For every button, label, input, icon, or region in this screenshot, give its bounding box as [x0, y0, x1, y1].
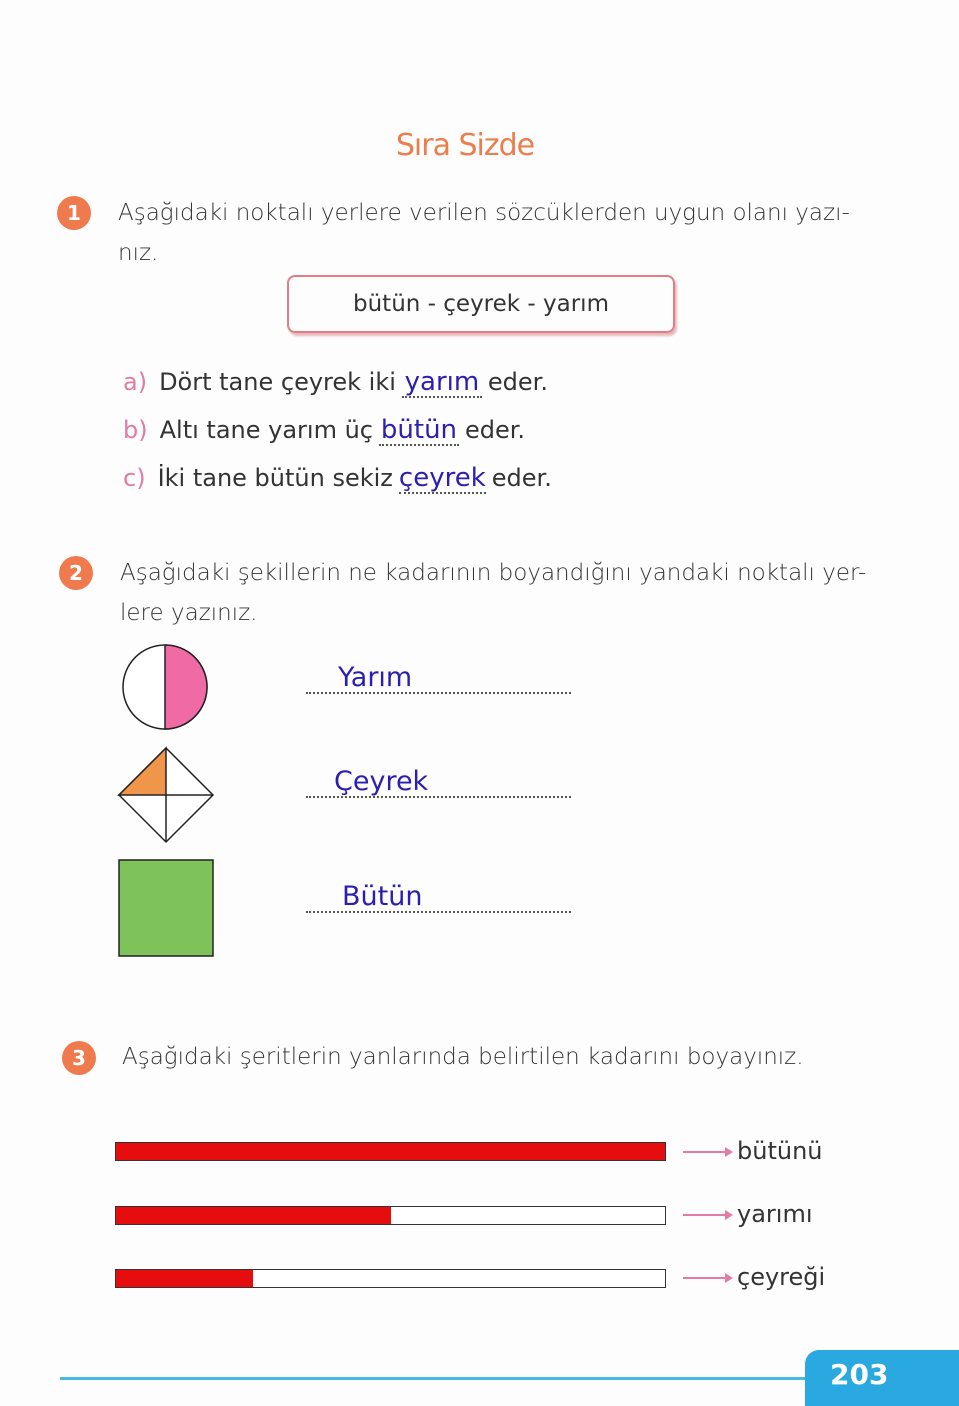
strip-fill	[116, 1143, 665, 1160]
item-text-end: eder.	[487, 368, 548, 396]
question-number-3: 3	[62, 1041, 96, 1075]
answer-blank[interactable]	[379, 416, 459, 446]
arrow-icon	[683, 1151, 731, 1153]
footer-line	[60, 1377, 810, 1380]
item-text-end: eder.	[491, 464, 552, 492]
handwritten-answer: Bütün	[342, 881, 423, 912]
quarter-diamond-shape	[119, 748, 213, 842]
answer-line-3[interactable]	[306, 881, 571, 913]
q1-item-b	[123, 416, 525, 446]
q2-instruction-line2: lere yazınız.	[120, 600, 258, 626]
strip-quarter[interactable]	[115, 1269, 666, 1288]
strip-fill	[116, 1207, 391, 1224]
handwritten-answer: Çeyrek	[334, 766, 429, 797]
fraction-shapes	[110, 635, 230, 965]
item-text: İki tane bütün sekiz	[157, 464, 393, 492]
question-number-2: 2	[59, 556, 93, 590]
handwritten-answer: bütün	[380, 415, 458, 445]
q2-instruction-line1: Aşağıdaki şekillerin ne kadarının boyandığını yandaki noktalı yer-	[120, 560, 867, 586]
word-box: bütün - çeyrek - yarım	[287, 275, 675, 333]
q1-item-a	[123, 368, 548, 398]
strip-half[interactable]	[115, 1206, 666, 1225]
arrow-icon	[683, 1277, 731, 1279]
item-letter: b)	[123, 416, 148, 444]
handwritten-answer: Yarım	[338, 662, 413, 693]
strip-label-half: yarımı	[737, 1200, 813, 1228]
item-letter: c)	[123, 464, 146, 492]
page-number: 203	[805, 1350, 959, 1406]
whole-square-shape	[119, 860, 213, 956]
strip-label-whole: bütünü	[737, 1137, 823, 1165]
item-text: Altı tane yarım üç	[159, 416, 373, 444]
strip-whole[interactable]	[115, 1142, 666, 1161]
q1-instruction-line1: Aşağıdaki noktalı yerlere verilen sözcüklerden uygun olanı yazı-	[118, 200, 850, 226]
handwritten-answer: yarım	[404, 367, 480, 397]
q1-instruction-line2: nız.	[118, 240, 159, 266]
answer-blank[interactable]	[399, 464, 486, 494]
answer-blank[interactable]	[402, 368, 482, 398]
answer-line-1[interactable]	[306, 662, 571, 694]
answer-line-2[interactable]	[306, 766, 571, 798]
strip-label-quarter: çeyreği	[737, 1263, 826, 1291]
half-circle-shape	[123, 645, 207, 729]
q1-item-c	[123, 464, 552, 494]
handwritten-answer: çeyrek	[398, 463, 486, 493]
arrow-icon	[683, 1214, 731, 1216]
q3-instruction: Aşağıdaki şeritlerin yanlarında belirtilen kadarını boyayınız.	[122, 1044, 804, 1070]
strip-fill	[116, 1270, 253, 1287]
section-title: Sıra Sizde	[395, 128, 535, 163]
item-letter: a)	[123, 368, 148, 396]
question-number-1: 1	[57, 196, 91, 230]
item-text: Dört tane çeyrek iki	[159, 368, 396, 396]
item-text-end: eder.	[464, 416, 526, 444]
